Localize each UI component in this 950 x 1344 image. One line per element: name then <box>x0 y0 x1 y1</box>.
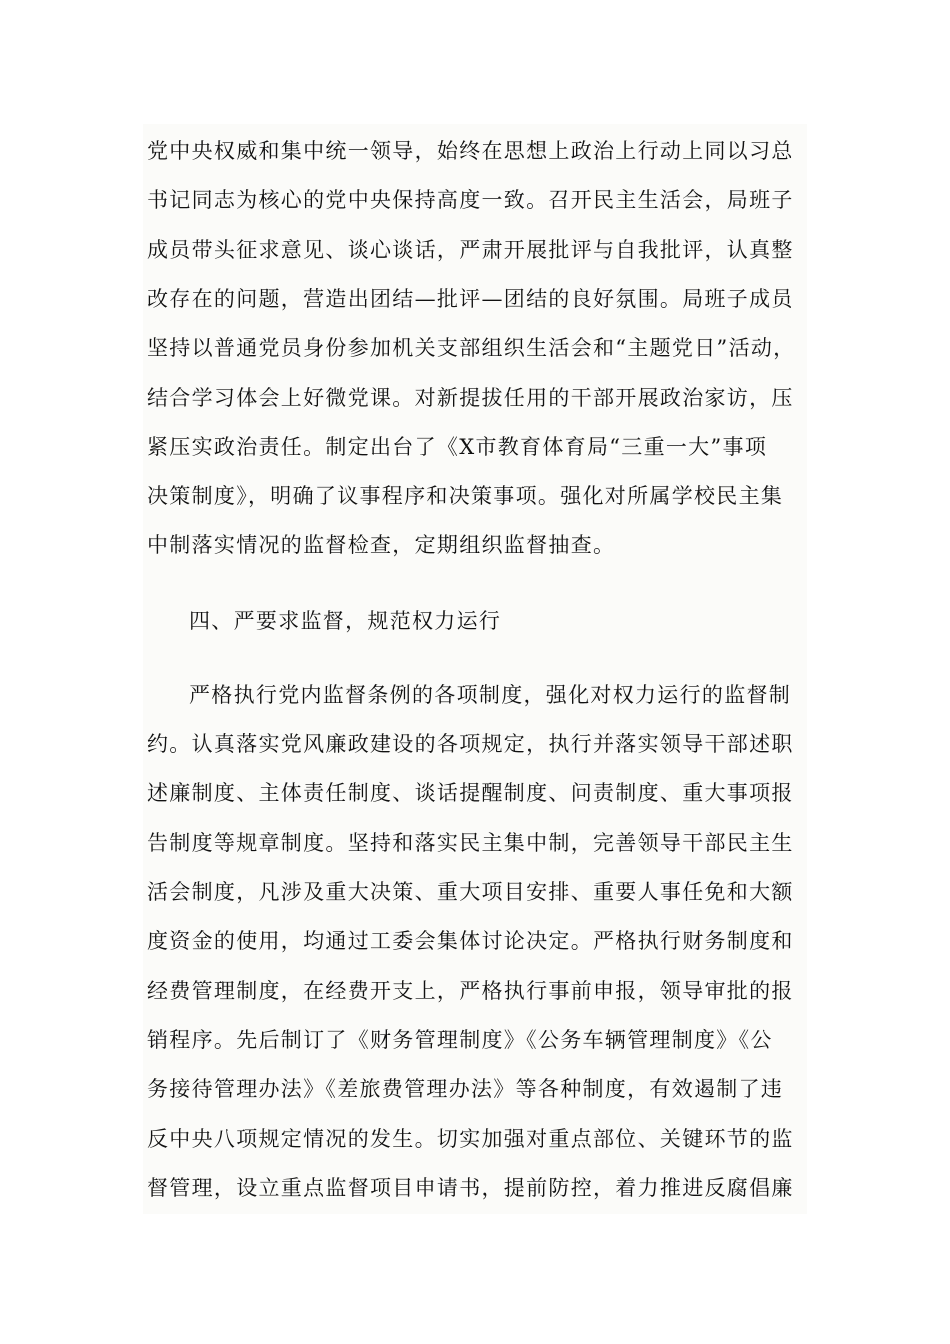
paragraph-line: 务接待管理办法》《差旅费管理办法》等各种制度，有效遏制了违 <box>147 1077 784 1101</box>
paragraph-line: 销程序。先后制订了《财务管理制度》《公务车辆管理制度》《公 <box>147 1028 773 1052</box>
paragraph-line: 经费管理制度，在经费开支上，严格执行事前申报，领导审批的报 <box>147 979 794 1003</box>
paragraph-line: 严格执行党内监督条例的各项制度，强化对权力运行的监督制 <box>189 683 792 707</box>
paragraph-line: 成员带头征求意见、谈心谈话，严肃开展批评与自我批评，认真整 <box>147 238 794 262</box>
paragraph-line: 中制落实情况的监督检查，定期组织监督抽查。 <box>147 533 616 557</box>
paragraph-line: 度资金的使用，均通过工委会集体讨论决定。严格执行财务制度和 <box>147 929 794 953</box>
paragraph-line: 书记同志为核心的党中央保持高度一致。召开民主生活会，局班子 <box>147 188 794 212</box>
paragraph-line: 告制度等规章制度。坚持和落实民主集中制，完善领导干部民主生 <box>147 831 794 855</box>
paragraph-line: 改存在的问题，营造出团结—批评—团结的良好氛围。局班子成员 <box>147 287 794 311</box>
paragraph-line: 结合学习体会上好微党课。对新提拔任用的干部开展政治家访，压 <box>147 386 794 410</box>
paragraph-line: 活会制度，凡涉及重大决策、重大项目安排、重要人事任免和大额 <box>147 880 794 904</box>
paragraph-line: 坚持以普通党员身份参加机关支部组织生活会和“主题党日”活动， <box>147 336 796 360</box>
paragraph-line: 反中央八项规定情况的发生。切实加强对重点部位、关键环节的监 <box>147 1127 794 1151</box>
paragraph-line: 督管理，设立重点监督项目申请书，提前防控，着力推进反腐倡廉 <box>147 1176 794 1200</box>
paragraph-line: 紧压实政治责任。制定出台了《X市教育体育局“三重一大”事项 <box>147 435 768 459</box>
paragraph-line: 决策制度》，明确了议事程序和决策事项。强化对所属学校民主集 <box>147 484 784 508</box>
section-heading: 四、严要求监督，规范权力运行 <box>189 609 502 633</box>
paragraph-line: 约。认真落实党风廉政建设的各项规定，执行并落实领导干部述职 <box>147 732 794 756</box>
paragraph-line: 党中央权威和集中统一领导，始终在思想上政治上行动上同以习总 <box>147 139 794 163</box>
paragraph-line: 述廉制度、主体责任制度、谈话提醒制度、问责制度、重大事项报 <box>147 781 794 805</box>
document-body <box>143 124 807 1214</box>
